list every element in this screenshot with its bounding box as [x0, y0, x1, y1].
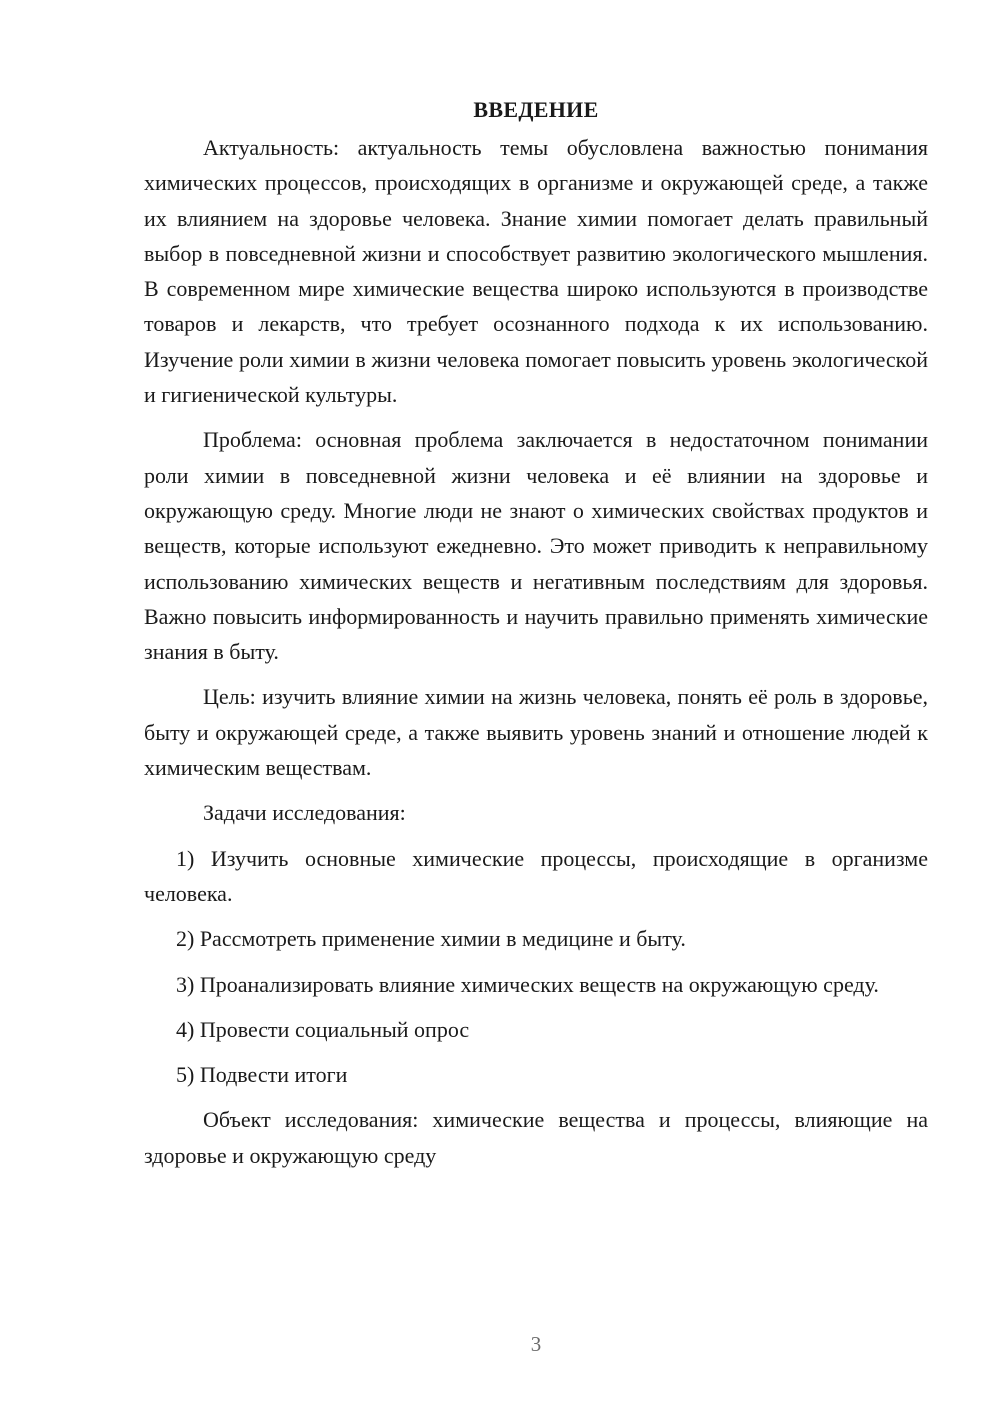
task-item-2: 2) Рассмотреть применение химии в медицине и быту. — [176, 926, 686, 952]
task-item-3: 3) Проанализировать влияние химических веществ на окружающую среду. — [176, 971, 879, 997]
task-item-1: 1) Изучить основные химические процессы, происходящие в организме человека. — [144, 845, 928, 906]
paragraph-object: Объект исследования: химические вещества и процессы, влияющие на здоровье и окружающую среду — [144, 1107, 928, 1168]
paragraph-relevance: Актуальность: актуальность темы обусловлена важностью понимания химических процессов, происходящих в организме и окружающей среде, а также их влиянием на здоровье человека. Знание химии помогает делать правильный выбор в повседневной жизни и способствует развитию экологического мышления. В современном мире химические вещества широко используются в производстве товаров и лекарств, что требует осознанного подхода к их использованию. Изучение роли химии в жизни человека помогает повысить уровень экологической и гигиенической культуры. — [144, 135, 928, 408]
task-item-5: 5) Подвести итоги — [176, 1062, 348, 1088]
paragraph-goal: Цель: изучить влияние химии на жизнь человека, понять её роль в здоровье, быту и окружающей среде, а также выявить уровень знаний и отношение людей к химическим веществам. — [144, 684, 928, 781]
page-content — [144, 92, 928, 1183]
paragraph-tasks-heading: Задачи исследования: — [203, 800, 406, 826]
paragraph-problem: Проблема: основная проблема заключается в недостаточном понимании роли химии в повседневной жизни человека и её влиянии на здоровье и окружающую среду. Многие люди не знают о химических свойствах продуктов и веществ, которые используют ежедневно. Это может приводить к неправильному использованию химических веществ и негативным последствиям для здоровья. Важно повысить информированность и научить правильно применять химические знания в быту. — [144, 427, 928, 665]
section-title: ВВЕДЕНИЕ — [473, 97, 599, 122]
task-item-4: 4) Провести социальный опрос — [176, 1016, 470, 1042]
page-number: 3 — [530, 1332, 542, 1356]
